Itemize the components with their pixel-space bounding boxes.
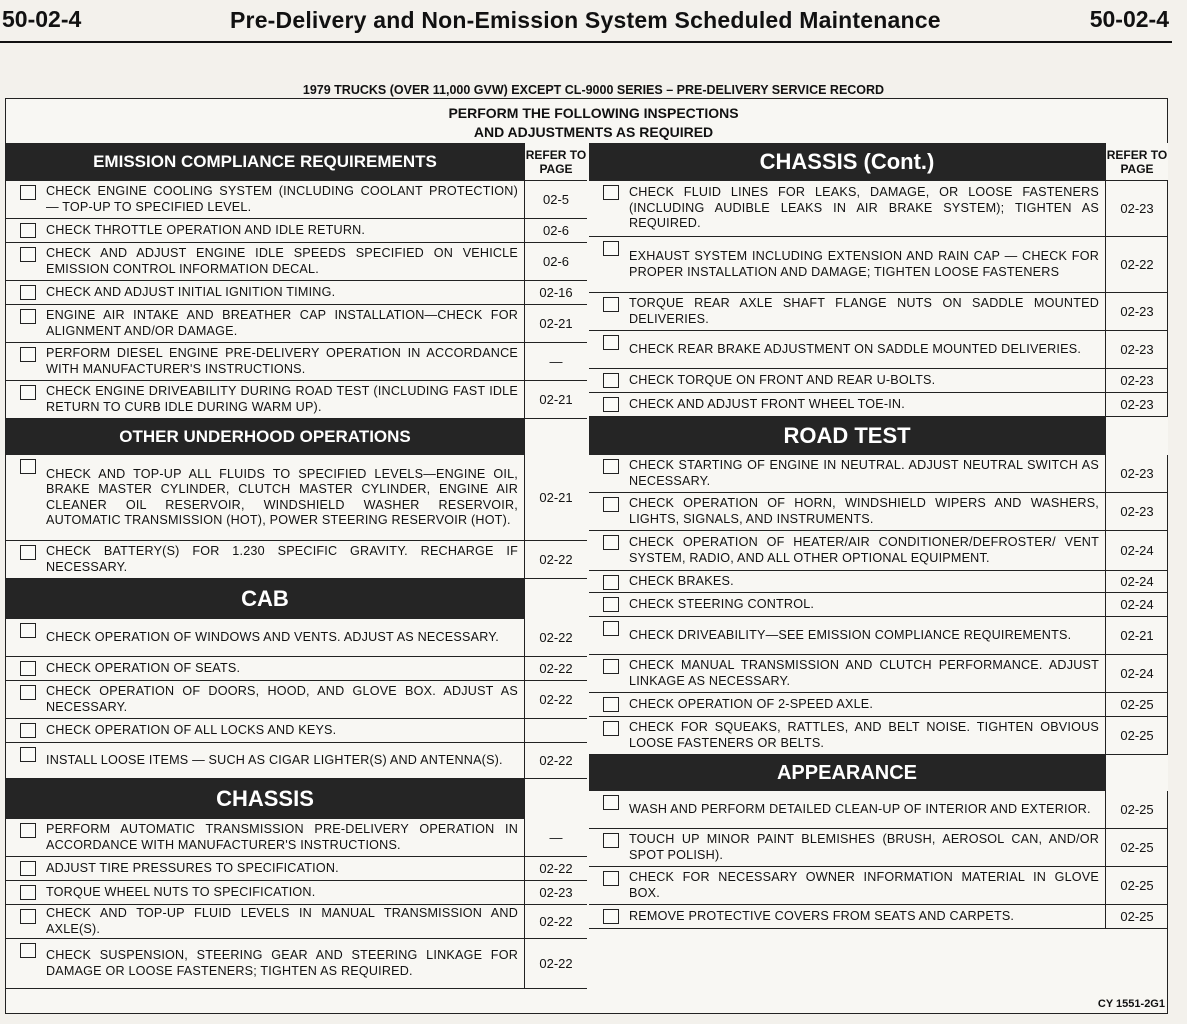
section-title: ROAD TEST bbox=[783, 423, 911, 448]
refer-page-number: 02-16 bbox=[524, 281, 587, 304]
refer-page-number: 02-23 bbox=[1105, 393, 1168, 416]
page-title: Pre-Delivery and Non-Emission System Scheduled Maintenance bbox=[230, 7, 941, 33]
checklist-item-text: CHECK OPERATION OF ALL LOCKS AND KEYS. bbox=[46, 722, 337, 737]
checklist-item-text: CHECK FLUID LINES FOR LEAKS, DAMAGE, OR LOOSE FASTENERS (INCLUDING AUDIBLE LEAKS IN AIR BRAKE SYSTEM); TIGHTEN AS REQUIRED. bbox=[629, 185, 1099, 231]
refer-page-number bbox=[524, 719, 587, 742]
refer-page-number: 02-22 bbox=[524, 857, 587, 880]
checklist-item-text: PERFORM DIESEL ENGINE PRE-DELIVERY OPERATION IN ACCORDANCE WITH MANUFACTURER'S INSTRUCTIONS. bbox=[46, 346, 518, 376]
checkbox[interactable] bbox=[603, 241, 619, 256]
checklist-row bbox=[6, 381, 587, 419]
checklist-row bbox=[6, 243, 587, 281]
checkbox[interactable] bbox=[20, 861, 36, 876]
refer-page-number: 02-22 bbox=[524, 939, 587, 988]
checkbox[interactable] bbox=[603, 373, 619, 388]
checklist-item-text: CHECK THROTTLE OPERATION AND IDLE RETURN. bbox=[46, 222, 366, 237]
checklist-item-text: CHECK OPERATION OF 2-SPEED AXLE. bbox=[629, 696, 874, 711]
checkbox[interactable] bbox=[20, 285, 36, 300]
section-header bbox=[6, 779, 587, 819]
checklist-item-text: TORQUE REAR AXLE SHAFT FLANGE NUTS ON SADDLE MOUNTED DELIVERIES. bbox=[629, 296, 1099, 326]
checklist-row bbox=[589, 393, 1168, 417]
checkbox[interactable] bbox=[20, 943, 36, 958]
checklist-item-text: CHECK REAR BRAKE ADJUSTMENT ON SADDLE MOUNTED DELIVERIES. bbox=[629, 341, 1082, 356]
checklist-item-text: CHECK MANUAL TRANSMISSION AND CLUTCH PERFORMANCE. ADJUST LINKAGE AS NECESSARY. bbox=[629, 658, 1099, 688]
checkbox[interactable] bbox=[603, 721, 619, 736]
refer-page-number: 02-22 bbox=[524, 743, 587, 778]
perform-line-2: AND ADJUSTMENTS AS REQUIRED bbox=[473, 124, 714, 140]
section-header bbox=[6, 143, 587, 181]
record-title: 1979 TRUCKS (OVER 11,000 GVW) EXCEPT CL-9000 SERIES – PRE-DELIVERY SERVICE RECORD bbox=[302, 83, 885, 97]
checkbox[interactable] bbox=[20, 459, 36, 474]
checklist-item-text: CHECK TORQUE ON FRONT AND REAR U-BOLTS. bbox=[629, 372, 936, 387]
checklist-row bbox=[589, 369, 1168, 393]
refer-page-number: 02-23 bbox=[1105, 369, 1168, 392]
checkbox[interactable] bbox=[603, 597, 619, 612]
checklist-item-text: CHECK BATTERY(S) FOR 1.230 SPECIFIC GRAVITY. RECHARGE IF NECESSARY. bbox=[46, 544, 518, 574]
checkbox[interactable] bbox=[20, 747, 36, 762]
refer-page-number: 02-22 bbox=[524, 905, 587, 938]
refer-column-blank bbox=[1105, 755, 1168, 791]
page-number-left: 50-02-4 bbox=[2, 6, 82, 32]
refer-to-page-header: REFER TO PAGE bbox=[1105, 143, 1168, 181]
checklist-item-text: CHECK OPERATION OF WINDOWS AND VENTS. ADJUST AS NECESSARY. bbox=[46, 629, 499, 644]
checklist-row bbox=[589, 237, 1168, 293]
checkbox[interactable] bbox=[20, 661, 36, 676]
checkbox[interactable] bbox=[603, 335, 619, 350]
checklist-item-text: CHECK SUSPENSION, STEERING GEAR AND STEERING LINKAGE FOR DAMAGE OR LOOSE FASTENERS; TIGHTEN AS REQUIRED. bbox=[46, 948, 518, 978]
checklist-row bbox=[589, 571, 1168, 593]
checklist-item-text: CHECK BRAKES. bbox=[629, 573, 734, 588]
checklist-row bbox=[589, 293, 1168, 331]
checkbox[interactable] bbox=[603, 697, 619, 712]
section-title: APPEARANCE bbox=[776, 761, 918, 784]
checkbox[interactable] bbox=[603, 621, 619, 636]
checkbox[interactable] bbox=[603, 185, 619, 200]
checklist-item-text: CHECK STEERING CONTROL. bbox=[629, 596, 815, 611]
checklist-row bbox=[589, 717, 1168, 755]
checklist-item-text: CHECK AND TOP-UP ALL FLUIDS TO SPECIFIED LEVELS—ENGINE OIL, BRAKE MASTER CYLINDER, CLUTCH MASTER CYLINDER, ENGINE AIR CLEANER OIL RESERVOIR, WINDSHIELD WASHER RESERVOIR, AUTOMATIC TRANSMISSION (HOT), POWER STEERING RESERVOIR (HOT). bbox=[46, 466, 518, 527]
checkbox[interactable] bbox=[603, 575, 619, 590]
checkbox[interactable] bbox=[603, 497, 619, 512]
refer-page-number: 02-23 bbox=[1105, 331, 1168, 368]
checkbox[interactable] bbox=[20, 545, 36, 560]
refer-page-number: 02-22 bbox=[1105, 237, 1168, 292]
checklist-item-text: CHECK AND ADJUST INITIAL IGNITION TIMING. bbox=[46, 284, 336, 299]
checklist-item-text: CHECK DRIVEABILITY—SEE EMISSION COMPLIANCE REQUIREMENTS. bbox=[629, 627, 1072, 642]
checklist-item-text: CHECK ENGINE DRIVEABILITY DURING ROAD TEST (INCLUDING FAST IDLE RETURN TO CURB IDLE DURING WARM UP). bbox=[46, 384, 518, 414]
checkbox[interactable] bbox=[603, 397, 619, 412]
checkbox[interactable] bbox=[603, 297, 619, 312]
checklist-item-text: CHECK OPERATION OF SEATS. bbox=[46, 660, 241, 675]
right-column bbox=[589, 143, 1168, 929]
checklist-row bbox=[589, 617, 1168, 655]
section-header bbox=[589, 417, 1168, 455]
checklist-row bbox=[6, 881, 587, 905]
checklist-item-text: WASH AND PERFORM DETAILED CLEAN-UP OF INTERIOR AND EXTERIOR. bbox=[629, 801, 1091, 816]
refer-page-number: 02-24 bbox=[1105, 655, 1168, 692]
checklist-item-text: CHECK FOR NECESSARY OWNER INFORMATION MATERIAL IN GLOVE BOX. bbox=[629, 870, 1099, 900]
perform-heading bbox=[0, 104, 1187, 142]
refer-page-number: 02-25 bbox=[1105, 867, 1168, 904]
checklist-item-text: CHECK ENGINE COOLING SYSTEM (INCLUDING COOLANT PROTECTION) — TOP-UP TO SPECIFIED LEVEL. bbox=[46, 184, 518, 214]
refer-page-number: 02-23 bbox=[1105, 493, 1168, 530]
refer-page-number: 02-23 bbox=[1105, 455, 1168, 492]
checklist-row bbox=[6, 939, 587, 989]
perform-line-1: PERFORM THE FOLLOWING INSPECTIONS bbox=[448, 105, 739, 121]
checkbox[interactable] bbox=[20, 909, 36, 924]
checklist-row bbox=[589, 655, 1168, 693]
checklist-item-text: INSTALL LOOSE ITEMS — SUCH AS CIGAR LIGHTER(S) AND ANTENNA(S). bbox=[46, 752, 503, 767]
checklist-row bbox=[6, 281, 587, 305]
checklist-row bbox=[6, 857, 587, 881]
page-header bbox=[0, 0, 1187, 46]
section-title: EMISSION COMPLIANCE REQUIREMENTS bbox=[93, 152, 437, 171]
checklist-row bbox=[589, 829, 1168, 867]
checklist-row bbox=[589, 181, 1168, 237]
checklist-item-text: CHECK OPERATION OF DOORS, HOOD, AND GLOVE BOX. ADJUST AS NECESSARY. bbox=[46, 684, 518, 714]
checkbox[interactable] bbox=[603, 871, 619, 886]
figure-code: CY 1551-2G1 bbox=[1097, 998, 1165, 1010]
checklist-item-text: REMOVE PROTECTIVE COVERS FROM SEATS AND CARPETS. bbox=[629, 908, 1015, 923]
checklist-row bbox=[6, 181, 587, 219]
refer-page-number: 02-24 bbox=[1105, 593, 1168, 616]
checklist-item-text: TORQUE WHEEL NUTS TO SPECIFICATION. bbox=[46, 884, 316, 899]
checkbox[interactable] bbox=[20, 247, 36, 262]
checkbox[interactable] bbox=[20, 223, 36, 238]
page-number-right: 50-02-4 bbox=[1089, 6, 1169, 32]
checklist-item-text: CHECK AND ADJUST ENGINE IDLE SPEEDS SPECIFIED ON VEHICLE EMISSION CONTROL INFORMATION DECAL. bbox=[46, 246, 518, 276]
checklist-row bbox=[589, 905, 1168, 929]
checkbox[interactable] bbox=[20, 347, 36, 362]
checklist-row bbox=[589, 693, 1168, 717]
refer-page-number: 02-21 bbox=[524, 455, 587, 540]
checklist-item-text: CHECK AND TOP-UP FLUID LEVELS IN MANUAL TRANSMISSION AND AXLE(S). bbox=[46, 906, 518, 936]
refer-column-blank bbox=[524, 419, 587, 455]
refer-page-number: 02-25 bbox=[1105, 717, 1168, 754]
checkbox[interactable] bbox=[603, 459, 619, 474]
checklist-row bbox=[6, 681, 587, 719]
refer-column-blank bbox=[1105, 417, 1168, 455]
refer-page-number: 02-24 bbox=[1105, 531, 1168, 570]
checklist-row bbox=[6, 905, 587, 939]
checkbox[interactable] bbox=[603, 833, 619, 848]
checkbox[interactable] bbox=[603, 535, 619, 550]
refer-page-number: 02-23 bbox=[524, 881, 587, 904]
checkbox[interactable] bbox=[20, 723, 36, 738]
checklist-item-text: CHECK OPERATION OF HEATER/AIR CONDITIONER/DEFROSTER/ VENT SYSTEM, RADIO, AND ALL OTHER OPTIONAL EQUIPMENT. bbox=[629, 535, 1099, 565]
checklist-row bbox=[6, 743, 587, 779]
checklist-item-text: ADJUST TIRE PRESSURES TO SPECIFICATION. bbox=[46, 860, 339, 875]
checklist-item-text: CHECK AND ADJUST FRONT WHEEL TOE-IN. bbox=[629, 396, 905, 411]
refer-column-blank bbox=[524, 579, 587, 619]
section-header bbox=[589, 143, 1168, 181]
checklist-item-text: CHECK OPERATION OF HORN, WINDSHIELD WIPERS AND WASHERS, LIGHTS, SIGNALS, AND INSTRUMENTS. bbox=[629, 496, 1099, 526]
checklist-item-text: CHECK FOR SQUEAKS, RATTLES, AND BELT NOISE. TIGHTEN OBVIOUS LOOSE FASTENERS OR BELTS. bbox=[629, 720, 1099, 750]
checklist-row bbox=[6, 719, 587, 743]
checklist-row bbox=[6, 305, 587, 343]
refer-page-number: 02-22 bbox=[524, 619, 587, 656]
checklist-row bbox=[6, 657, 587, 681]
refer-page-number: 02-22 bbox=[524, 541, 587, 578]
refer-page-number: — bbox=[524, 819, 587, 856]
refer-page-number: 02-25 bbox=[1105, 791, 1168, 828]
refer-page-number: 02-21 bbox=[1105, 617, 1168, 654]
checklist-row bbox=[589, 791, 1168, 829]
refer-page-number: 02-22 bbox=[524, 657, 587, 680]
section-title: CHASSIS bbox=[216, 786, 314, 811]
checklist-item-text: CHECK STARTING OF ENGINE IN NEUTRAL. ADJUST NEUTRAL SWITCH AS NECESSARY. bbox=[629, 458, 1099, 488]
refer-page-number: — bbox=[524, 343, 587, 380]
refer-page-number: 02-25 bbox=[1105, 829, 1168, 866]
refer-page-number: 02-5 bbox=[524, 181, 587, 218]
section-header bbox=[6, 579, 587, 619]
checklist-row bbox=[6, 455, 587, 541]
checklist-row bbox=[589, 531, 1168, 571]
refer-page-number: 02-25 bbox=[1105, 693, 1168, 716]
section-header bbox=[589, 755, 1168, 791]
refer-column-blank bbox=[524, 779, 587, 819]
section-title: OTHER UNDERHOOD OPERATIONS bbox=[119, 427, 411, 446]
checkbox[interactable] bbox=[603, 659, 619, 674]
checklist-item-text: PERFORM AUTOMATIC TRANSMISSION PRE-DELIVERY OPERATION IN ACCORDANCE WITH MANUFACTURER'S INSTRUCTIONS. bbox=[46, 822, 518, 852]
checkbox[interactable] bbox=[603, 795, 619, 810]
checkbox[interactable] bbox=[603, 909, 619, 924]
checklist-item-text: ENGINE AIR INTAKE AND BREATHER CAP INSTALLATION—CHECK FOR ALIGNMENT AND/OR DAMAGE. bbox=[46, 308, 518, 338]
checkbox[interactable] bbox=[20, 185, 36, 200]
refer-page-number: 02-6 bbox=[524, 243, 587, 280]
refer-page-number: 02-21 bbox=[524, 305, 587, 342]
section-header bbox=[6, 419, 587, 455]
checklist-row bbox=[6, 219, 587, 243]
checkbox[interactable] bbox=[20, 623, 36, 638]
checkbox[interactable] bbox=[20, 885, 36, 900]
refer-page-number: 02-22 bbox=[524, 681, 587, 718]
checklist-row bbox=[6, 619, 587, 657]
section-title: CHASSIS (Cont.) bbox=[759, 149, 935, 174]
checkbox[interactable] bbox=[20, 385, 36, 400]
checkbox[interactable] bbox=[20, 823, 36, 838]
refer-page-number: 02-23 bbox=[1105, 293, 1168, 330]
checkbox[interactable] bbox=[20, 309, 36, 324]
checklist-item-text: TOUCH UP MINOR PAINT BLEMISHES (BRUSH, AEROSOL CAN, AND/OR SPOT POLISH). bbox=[629, 832, 1099, 862]
checklist-row bbox=[6, 541, 587, 579]
checklist-row bbox=[589, 593, 1168, 617]
checklist-row bbox=[589, 455, 1168, 493]
header-rule bbox=[0, 41, 1172, 43]
refer-page-number: 02-24 bbox=[1105, 571, 1168, 592]
refer-page-number: 02-23 bbox=[1105, 181, 1168, 236]
checklist-row bbox=[6, 819, 587, 857]
refer-page-number: 02-6 bbox=[524, 219, 587, 242]
refer-page-number: 02-25 bbox=[1105, 905, 1168, 928]
refer-to-page-header: REFER TO PAGE bbox=[524, 143, 587, 181]
section-title: CAB bbox=[241, 586, 289, 611]
checklist-row bbox=[589, 493, 1168, 531]
checkbox[interactable] bbox=[20, 685, 36, 700]
refer-page-number: 02-21 bbox=[524, 381, 587, 418]
left-column bbox=[6, 143, 587, 989]
checklist-row bbox=[589, 331, 1168, 369]
checklist-row bbox=[589, 867, 1168, 905]
checklist-row bbox=[6, 343, 587, 381]
checklist-item-text: EXHAUST SYSTEM INCLUDING EXTENSION AND RAIN CAP — CHECK FOR PROPER INSTALLATION AND DAMAGE; TIGHTEN LOOSE FASTENERS bbox=[629, 249, 1099, 279]
